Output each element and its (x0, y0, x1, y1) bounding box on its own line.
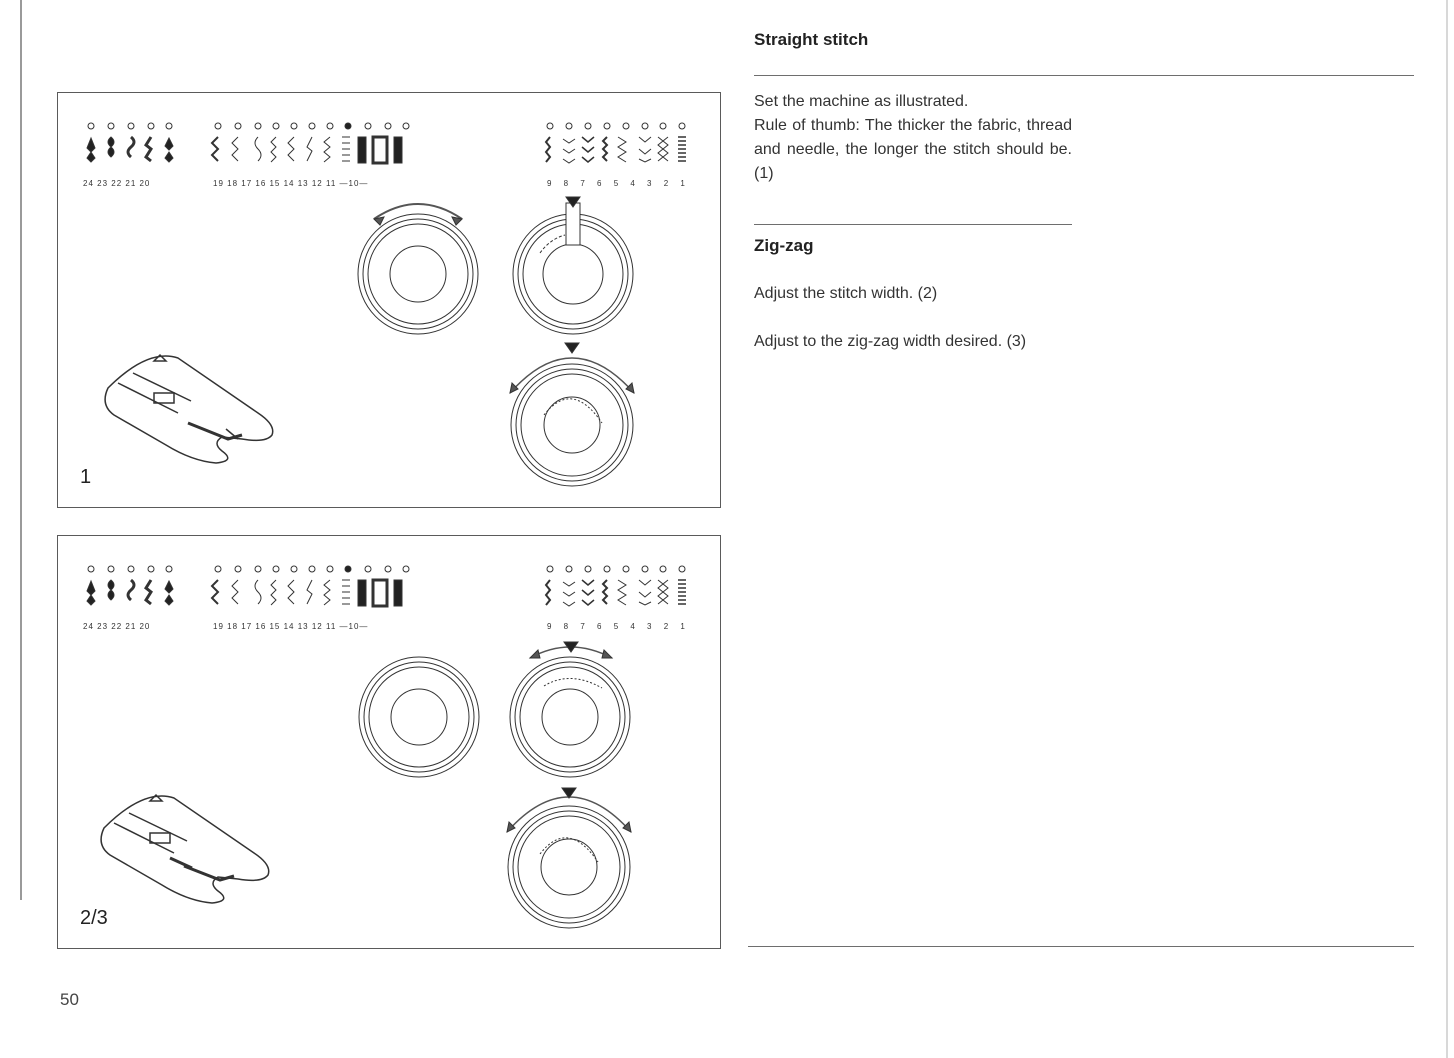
stitch-chart-left (87, 123, 173, 162)
figure-1-stitch-numbers-left: 24 23 22 21 20 (83, 179, 151, 188)
straight-stitch-line-2: Rule of thumb: The thicker the fabric, thread and needle, the longer the stitch should be. (1) (754, 117, 1072, 182)
figure-2-3-panel (57, 535, 721, 949)
presser-foot-illustration (105, 355, 273, 463)
figure-1-stitch-numbers-right: 9 8 7 6 5 4 3 2 1 (547, 179, 690, 188)
stitch-selector-dial (510, 343, 634, 486)
figure-1-stitch-numbers-middle: 19 18 17 16 15 14 13 12 11 —10— (213, 179, 369, 188)
straight-stitch-text (754, 90, 1072, 186)
figure-2-3-stitch-numbers-right: 9 8 7 6 5 4 3 2 1 (547, 622, 690, 631)
zigzag-title: Zig-zag (754, 236, 814, 255)
presser-foot-illustration (101, 795, 269, 903)
figure-2-3-illustration (58, 536, 722, 950)
bottom-rule (748, 946, 1414, 947)
straight-stitch-title: Straight stitch (754, 30, 869, 49)
figure-2-3-stitch-numbers-middle: 19 18 17 16 15 14 13 12 11 —10— (213, 622, 369, 631)
stitch-chart-right (546, 123, 686, 163)
figure-2-3-label: 2/3 (80, 907, 108, 929)
figure-1-panel (57, 92, 721, 508)
figure-2-3-stitch-numbers-left: 24 23 22 21 20 (83, 622, 151, 631)
zigzag-paragraph-1: Adjust the stitch width. (2) (754, 285, 938, 302)
stitch-width-dial-top (510, 642, 630, 777)
stitch-chart-right (546, 566, 686, 606)
stitch-length-dial (359, 657, 479, 777)
zigzag-rule (754, 224, 1072, 225)
stitch-width-dial-top (513, 197, 633, 334)
stitch-selector-dial (507, 788, 631, 928)
stitch-chart-middle (212, 123, 409, 163)
page-number: 50 (60, 990, 79, 1009)
stitch-length-dial (358, 204, 478, 334)
figure-1-label: 1 (80, 466, 92, 488)
page-edge-right (1446, 0, 1448, 1058)
straight-stitch-rule (754, 75, 1414, 76)
figure-1-illustration (58, 93, 722, 509)
straight-stitch-line-1: Set the machine as illustrated. (754, 93, 969, 110)
stitch-chart-middle (212, 566, 409, 606)
page-edge-left (20, 0, 22, 900)
zigzag-paragraph-2: Adjust to the zig-zag width desired. (3) (754, 333, 1027, 350)
stitch-chart-left (87, 566, 173, 605)
